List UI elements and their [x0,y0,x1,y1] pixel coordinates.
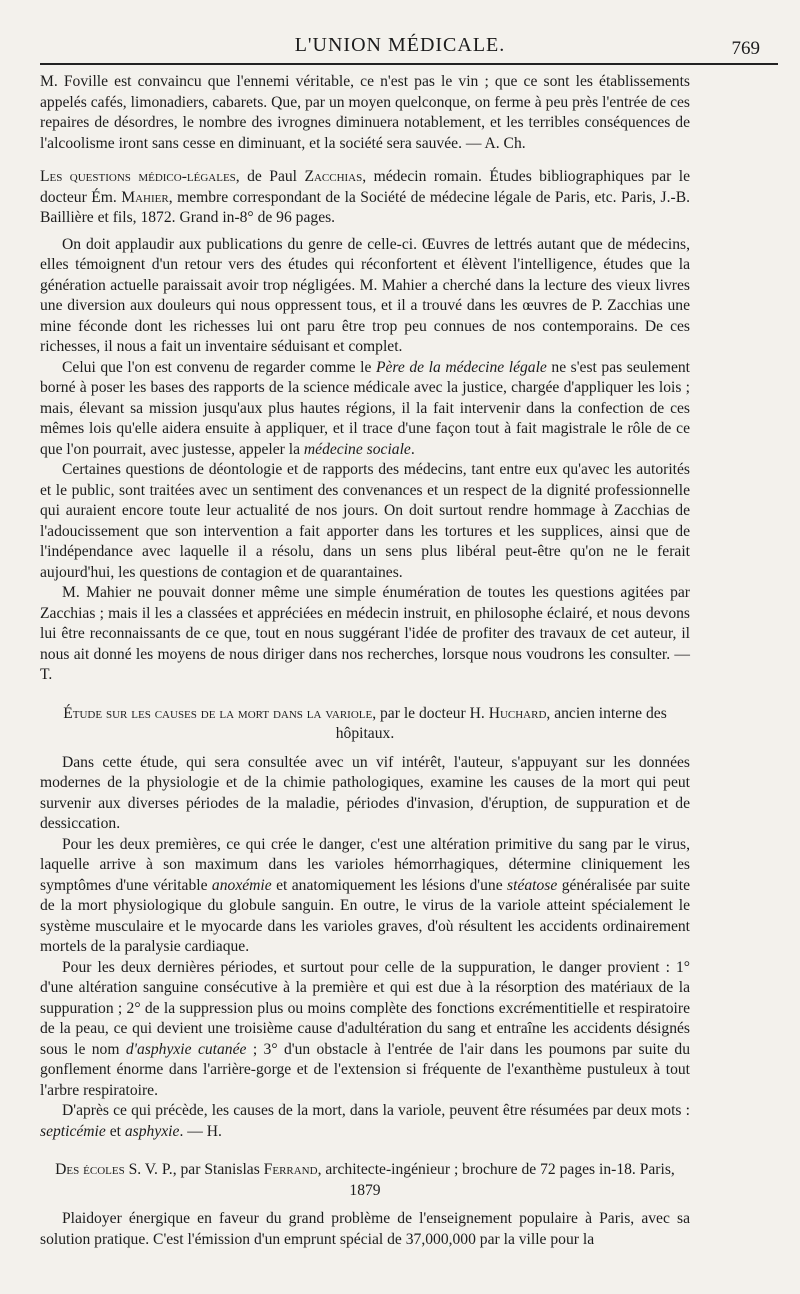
paragraph: Plaidoyer énergique en faveur du grand problème de l'enseignement populaire à Paris, avec sa solution pratique. C'est l'émission d'un emprunt spécial de 37,000,000 par la ville pour la [40,1210,690,1248]
text-run: ; 3° d'un obstacle à l'entrée de l'air dans les poumons par suite du gonflement énorme dans l'arrière-gorge et de l'extension si fréquente de l'exanthème pustuleux à tout l'arbre respiratoire. [40,1040,690,1099]
review-text: par le docteur H. [376,704,489,722]
paragraph: Dans cette étude, qui sera consultée avec un vif intérêt, l'auteur, s'appuyant sur les données modernes de la physiologie et de la chimie pathologiques, examine les causes de la mort qui peut survenir aux diverses périodes de la maladie, périodes d'invasion, d'éruption, de suppuration et de dessiccation. [40,753,690,832]
paragraph: Certaines questions de déontologie et de rapports des médecins, tant entre eux qu'avec les autorités et le public, sont traitées avec un sentiment des convenances et un respect de la dignité professionnelle qui auraient encore toute leur actualité de nos jours. On doit surtout rendre hommage à Zacchias de l'adoucissement que son intervention a fait apporter dans les tortures et les supplices, ainsi que de l'indépendance avec laquelle il a résolu, dans un sens plus libéral peut-être qu'on ne le ferait aujourd'hui, les questions de contagion et de quarantaines. [40,461,690,581]
review-heading-zacchias [40,167,690,229]
review-title: Étude sur les causes de la mort dans la variole, [63,704,377,722]
text-run: et [105,1122,125,1140]
text-run: Pour les deux premières, ce qui crée le danger, c'est une altération primitive du sang par le virus, laquelle arrive à son maximum dans les varioles hémorrhagiques, détermine cliniquement les symptômes d'une véritable [40,835,690,894]
paragraph: M. Mahier ne pouvait donner même une simple énumération de toutes les questions agitées par Zacchias ; mais il les a classées et appréciées en médecin instruit, en philosophe éclairé, et nous devons lui être reconnaissants de ce que, tout en nous suggérant l'idée de profiter des travaux de cet auteur, il nous ait donné les moyens de nous diriger dans nos recherches, lorsque nous voudrons les consulter. — T. [40,584,690,683]
review-text: , ancien interne des hôpitaux. [335,704,667,742]
review-text: de Paul [239,168,305,185]
paragraph [40,835,690,958]
text-run: ne s'est pas seulement borné à poser les bases des rapports de la science médicale avec la justice, chargée d'appliquer les lois ; mais, élevant sa mission jusqu'aux plus hautes régions, il la fait intervenir dans la confection de ces mêmes lois qu'elle aidera ensuite à appliquer, et il trace d'une façon tout à fait magistrale le rôle de ce que l'on pourrait, avec justesse, appeler la [40,358,690,458]
page-header [0,30,800,70]
text-run: . [410,440,415,458]
italic-phrase: d'asphyxie cutanée [125,1040,247,1058]
author-name: Huchard [488,704,547,722]
review-heading-huchard [40,704,690,745]
header-rule [40,63,778,65]
page-number: 769 [731,38,760,59]
foville-paragraph: M. Foville est convaincu que l'ennemi véritable, ce n'est pas le vin ; que ce sont les établissements appelés cafés, limonadiers, cabarets. Que, par un moyen quelconque, on ferme à peu près l'entrée de ces repaires de désordres, le nombre des ivrognes diminuera notablement, et les terribles conséquences de l'alcoolisme iront sans cesse en diminuant, et la société sera sauvée. — A. Ch. [40,73,690,152]
review-text: , architecte-ingénieur ; brochure de 72 pages in-18. Paris, 1879 [317,1161,675,1199]
italic-phrase: asphyxie [124,1122,180,1140]
text-run: et anatomiquement les lésions d'une [271,876,508,894]
review-title: Les questions médico-légales, [40,168,240,185]
review-text: par Stanislas [176,1161,264,1178]
page-body [40,72,690,1250]
paragraph: On doit applaudir aux publications du genre de celle-ci. Œuvres de lettrés autant que de médecins, elles témoignent d'un retour vers des études qui réconfortent et élèvent l'intelligence, études que la génération actuelle paraissait avoir trop négligées. M. Mahier a cherché dans la lecture des vieux livres une diversion aux douleurs qui nous oppressent tous, et il a trouvé dans les œuvres de P. Zacchias une mine féconde dont les richesses lui ont paru être trop peu connues de nos contemporains. De ces richesses, il nous a fait un inventaire séduisant et complet. [40,235,690,355]
review-text: , médecin romain. Études bibliographiques par le docteur Ém. [40,168,691,206]
text-run: généralisée par suite de la mort physiologique du globule sanguin. En outre, le virus de la variole atteint spécialement le système musculaire et le myocarde dans les varioles graves, d'où résultent les accidents ordinairement mortels de la paralysie cardiaque. [40,876,690,955]
text-run: Pour les deux dernières périodes, et surtout pour celle de la suppuration, le danger provient : 1° d'une altération sanguine consécutive à la première et qui est due à la résorption des matériaux de la suppuration ; 2° de la suppression plus ou moins complète des fonctions excrémentitielle et respiratoire de la peau, ce qui devient une troisième cause d'adultération du sang et entraîne les accidents désignés sous le nom [40,958,690,1058]
author-name: Zacchias [304,168,363,185]
author-name: Ferrand [263,1161,318,1178]
paragraph [40,958,690,1102]
italic-phrase: stéatose [507,876,558,894]
running-title: L'UNION MÉDICALE. [294,34,506,56]
text-run: Celui que l'on est convenu de regarder comme le [62,358,376,376]
paragraph [40,358,690,461]
reviewer-name: Mahier [121,188,169,206]
text-run: D'après ce qui précède, les causes de la mort, dans la variole, peuvent être résumées par deux mots : [62,1102,690,1119]
italic-phrase: Père de la médecine légale [375,358,547,376]
italic-phrase: septicémie [40,1122,106,1140]
review-text: , membre correspondant de la Société de médecine légale de Paris, etc. Paris, J.-B. Baillière et fils, 1872. Grand in-8° de 96 pages. [40,188,690,226]
italic-phrase: anoxémie [211,876,272,894]
review-heading-ferrand [40,1160,690,1201]
italic-phrase: médecine sociale [303,440,411,458]
text-run: . — H. [179,1122,222,1140]
paragraph [40,1101,690,1142]
review-title: Des écoles S. V. P., [55,1161,177,1178]
